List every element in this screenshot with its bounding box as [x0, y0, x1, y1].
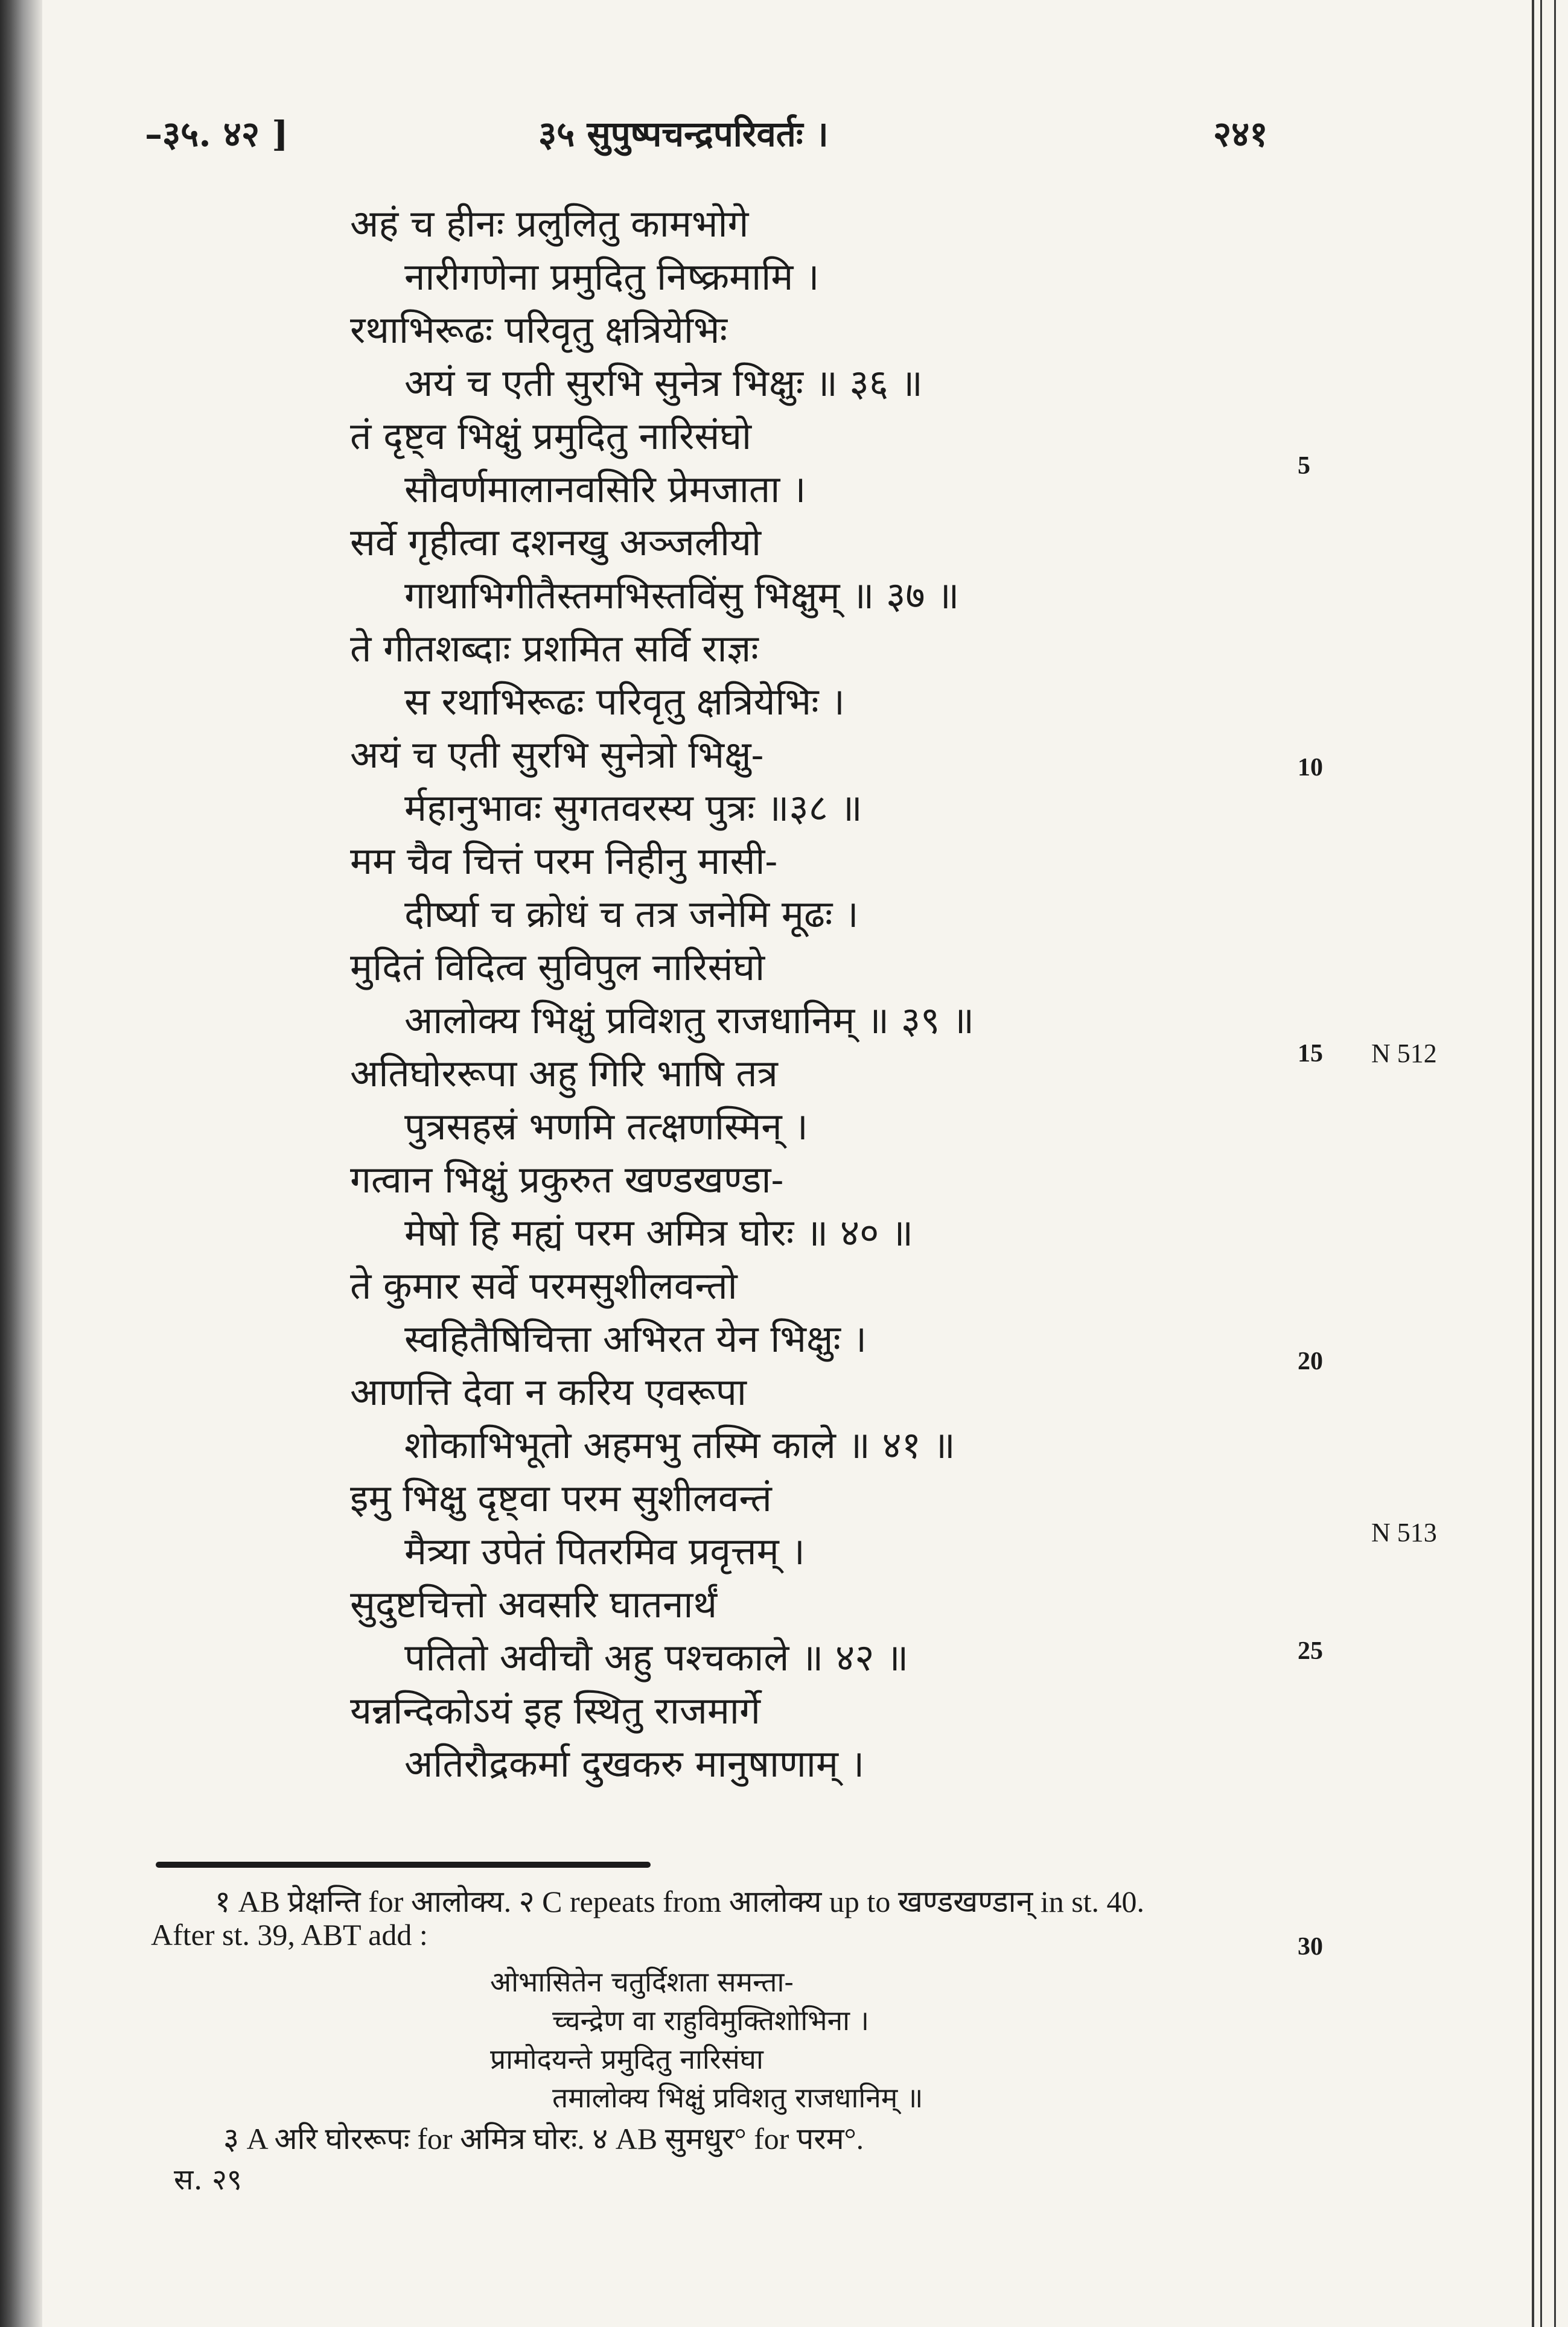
verse-line: स रथाभिरूढः परिवृतु क्षत्रियेभिः ।	[404, 680, 845, 724]
line-number: 5	[1298, 452, 1310, 480]
header-verse-range: –३५. ४२ ]	[145, 113, 288, 154]
verse-line: स्वहितैषिचित्ता अभिरत येन भिक्षुः ।	[404, 1317, 867, 1361]
verse-line: आलोक्य भिक्षुं प्रविशतु राजधानिम् ॥ ३९ ॥	[404, 998, 975, 1042]
verse-line: अयं च एती सुरभि सुनेत्र भिक्षुः ॥ ३६ ॥	[404, 361, 923, 405]
verse-line: मैत्र्या उपेतं पितरमिव प्रवृत्तम् ।	[404, 1529, 805, 1573]
footnote-line: १ AB प्रेक्षन्ति for आलोक्य. २ C repeats from आलोक्य up to खण्डखण्डान् in st. 40.	[215, 1885, 1145, 1918]
verse-line: अयं च एती सुरभि सुनेत्रो भिक्षु-	[350, 733, 764, 777]
right-edge-rule	[1540, 0, 1542, 2327]
verse-line: सौवर्णमालानवसिरि प्रेमजाता ।	[404, 467, 806, 511]
verse-line: रथाभिरूढः परिवृतु क्षत्रियेभिः	[350, 308, 728, 352]
header-chapter-title: ३५ सुपुष्पचन्द्रपरिवर्तः ।	[538, 113, 829, 154]
verse-line: अहं च हीनः प्रलुलितु कामभोगे	[350, 202, 749, 246]
footnote-separator	[156, 1862, 651, 1868]
manuscript-page-ref: N 512	[1371, 1039, 1437, 1068]
line-number: 15	[1298, 1040, 1323, 1068]
footnote-verse-line: ओभासितेन चतुर्दिशता समन्ता-	[490, 1966, 794, 1998]
verse-line: ते कुमार सर्वे परमसुशीलवन्तो	[350, 1264, 738, 1308]
footnote-verse-line: च्चन्द्रेण वा राहुविमुक्तिशोभिना ।	[552, 2004, 870, 2037]
verse-line: आणत्ति देवा न करिय एवरूपा	[350, 1370, 747, 1414]
verse-line: शोकाभिभूतो अहमभु तस्मि काले ॥ ४१ ॥	[404, 1423, 955, 1467]
verse-line: यन्नन्दिकोऽयं इह स्थितु राजमार्गे	[350, 1689, 760, 1733]
verse-line: मम चैव चित्तं परम निहीनु मासी-	[350, 839, 778, 883]
verse-line: र्महानुभावः सुगतवरस्य पुत्रः ॥३८ ॥	[404, 786, 862, 830]
manuscript-page-ref: N 513	[1371, 1518, 1437, 1547]
verse-line: ते गीतशब्दाः प्रशमित सर्वि राज्ञः	[350, 626, 759, 670]
verse-line: मुदितं विदित्व सुविपुल नारिसंघो	[350, 945, 765, 989]
footnote-verse-line: तमालोक्य भिक्षुं प्रविशतु राजधानिम् ॥	[552, 2081, 923, 2114]
verse-line: सुदुष्टचित्तो अवसरि घातनार्थं	[350, 1582, 718, 1626]
line-number: 20	[1298, 1348, 1323, 1375]
page-number: २४१	[1213, 113, 1268, 154]
verse-line: गाथाभिगीतैस्तमभिस्तविंसु भिक्षुम् ॥ ३७ ॥	[404, 573, 960, 617]
footnote-line: ३ A अरि घोररूपः for अमित्र घोरः. ४ AB सुमधुर° for परम°.	[223, 2122, 864, 2156]
verse-line: नारीगणेना प्रमुदितु निष्क्रमामि ।	[404, 255, 820, 299]
printer-signature-mark: स. २९	[174, 2163, 242, 2197]
book-spine-shadow	[0, 0, 42, 2327]
verse-line: इमु भिक्षु दृष्ट्वा परम सुशीलवन्तं	[350, 1476, 772, 1520]
verse-line: तं दृष्ट्व भिक्षुं प्रमुदितु नारिसंघो	[350, 414, 752, 458]
verse-line: पतितो अवीचौ अहु पश्चकाले ॥ ४२ ॥	[404, 1635, 909, 1679]
verse-line: दीर्ष्या च क्रोधं च तत्र जनेमि मूढः ।	[404, 892, 859, 936]
verse-line: मेषो हि मह्यं परम अमित्र घोरः ॥ ४० ॥	[404, 1211, 914, 1255]
right-edge-rule	[1532, 0, 1534, 2327]
line-number: 30	[1298, 1933, 1323, 1961]
verse-line: गत्वान भिक्षुं प्रकुरुत खण्डखण्डा-	[350, 1157, 784, 1202]
right-edge-rule	[1554, 0, 1556, 2327]
line-number: 25	[1298, 1637, 1323, 1665]
footnote-line: After st. 39, ABT add :	[151, 1918, 428, 1952]
verse-line: सर्वे गृहीत्वा दशनखु अञ्जलीयो	[350, 520, 762, 564]
verse-line: पुत्रसहस्रं भणमि तत्क्षणस्मिन् ।	[404, 1104, 808, 1148]
verse-line: अतिघोररूपा अहु गिरि भाषि तत्र	[350, 1051, 778, 1095]
footnote-verse-line: प्रामोदयन्ते प्रमुदितु नारिसंघा	[490, 2043, 763, 2075]
verse-line: अतिरौद्रकर्मा दुखकरु मानुषाणाम् ।	[404, 1742, 865, 1786]
line-number: 10	[1298, 754, 1323, 782]
